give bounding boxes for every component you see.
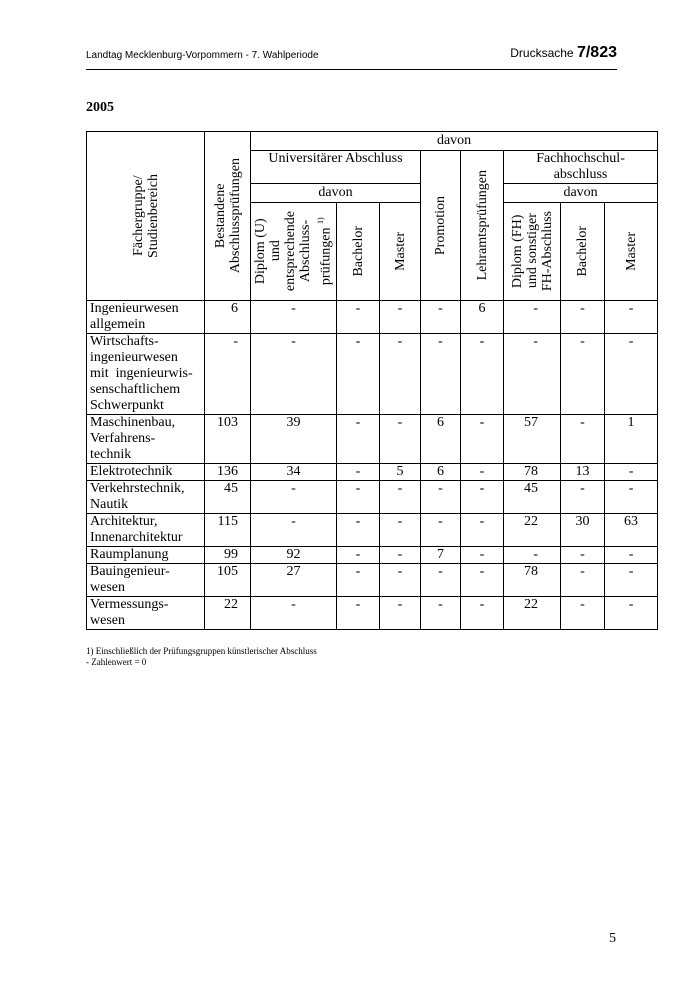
cell-uni-master: - [380,547,421,564]
cell-fh-master: 63 [605,514,658,547]
cell-uni-diplom: 34 [251,464,337,481]
cell-uni-bachelor: - [337,415,380,464]
header-field: Fächergruppe/ Studienbereich [87,132,205,301]
cell-uni-bachelor: - [337,564,380,597]
header-fh-group: Fachhochschul- abschluss [504,151,658,184]
cell-fh-master: - [605,481,658,514]
header-fh-diplom: Diplom (FH) und sonstiger FH-Abschluss [504,203,561,301]
cell-uni-diplom: - [251,597,337,630]
cell-total: 136 [205,464,251,481]
cell-promotion: 7 [421,547,461,564]
table-row [87,415,658,464]
cell-field: Raumplanung [87,547,205,564]
footnote-ref: 1) [316,217,326,225]
cell-uni-diplom: - [251,514,337,547]
cell-lehramt: - [461,334,504,415]
cell-fh-diplom: 45 [504,481,561,514]
page-number: 5 [609,931,616,946]
header-promotion: Promotion [421,151,461,301]
cell-uni-master: - [380,301,421,334]
cell-uni-bachelor: - [337,301,380,334]
cell-fh-master: - [605,334,658,415]
cell-fh-diplom: - [504,334,561,415]
cell-field: Architektur, Innenarchitektur [87,514,205,547]
cell-fh-bachelor: - [561,547,605,564]
header-uni-group: Universitärer Abschluss [251,151,421,184]
cell-fh-master: - [605,301,658,334]
cell-fh-diplom: - [504,547,561,564]
cell-uni-diplom: 39 [251,415,337,464]
cell-fh-diplom: 57 [504,415,561,464]
table-row [87,547,658,564]
header-fh-bachelor: Bachelor [561,203,605,301]
cell-uni-diplom: 27 [251,564,337,597]
cell-field: Maschinenbau, Verfahrens- technik [87,415,205,464]
page-header [86,44,617,70]
table-row [87,481,658,514]
cell-uni-bachelor: - [337,514,380,547]
cell-fh-bachelor: - [561,301,605,334]
cell-lehramt: - [461,564,504,597]
cell-uni-bachelor: - [337,334,380,415]
cell-fh-master: 1 [605,415,658,464]
cell-total: 6 [205,301,251,334]
cell-uni-bachelor: - [337,597,380,630]
cell-lehramt: - [461,464,504,481]
cell-uni-diplom: 92 [251,547,337,564]
cell-fh-diplom: 78 [504,464,561,481]
cell-uni-master: - [380,415,421,464]
table-row [87,597,658,630]
header-fh-master: Master [605,203,658,301]
header-uni-master: Master [380,203,421,301]
table-header [87,132,658,301]
year-heading: 2005 [86,100,114,115]
table-body [87,301,658,630]
cell-fh-diplom: 22 [504,514,561,547]
cell-uni-master: - [380,481,421,514]
cell-uni-diplom: - [251,334,337,415]
table-row [87,564,658,597]
header-lehramt: Lehramtsprüfungen [461,151,504,301]
cell-total: 99 [205,547,251,564]
header-fh-davon: davon [504,184,658,203]
cell-field: Wirtschafts- ingenieurwesen mit ingenieurwis- senschaftlichem Schwerpunkt [87,334,205,415]
cell-lehramt: - [461,597,504,630]
cell-fh-master: - [605,547,658,564]
cell-fh-bachelor: - [561,564,605,597]
cell-total: 115 [205,514,251,547]
header-total: Bestandene Abschlussprüfungen [205,132,251,301]
cell-lehramt: - [461,481,504,514]
cell-field: Ingenieurwesen allgemein [87,301,205,334]
cell-fh-bachelor: - [561,334,605,415]
cell-uni-bachelor: - [337,464,380,481]
cell-field: Elektrotechnik [87,464,205,481]
cell-fh-diplom: - [504,301,561,334]
cell-total: 22 [205,597,251,630]
cell-field: Verkehrstechnik, Nautik [87,481,205,514]
cell-uni-master: - [380,597,421,630]
document-number-label: Drucksache [510,46,574,60]
cell-lehramt: - [461,415,504,464]
cell-fh-diplom: 22 [504,597,561,630]
cell-fh-bachelor: - [561,597,605,630]
table-row [87,514,658,547]
cell-promotion: - [421,481,461,514]
cell-uni-master: - [380,514,421,547]
table-row [87,301,658,334]
table-row [87,464,658,481]
cell-uni-bachelor: - [337,547,380,564]
cell-fh-bachelor: 30 [561,514,605,547]
document-number [510,44,617,62]
cell-fh-master: - [605,564,658,597]
cell-uni-bachelor: - [337,481,380,514]
cell-total: 105 [205,564,251,597]
cell-promotion: - [421,564,461,597]
cell-total: 103 [205,415,251,464]
cell-promotion: - [421,301,461,334]
cell-fh-master: - [605,597,658,630]
cell-uni-master: - [380,564,421,597]
header-uni-davon: davon [251,184,421,203]
cell-fh-bachelor: - [561,481,605,514]
cell-total: - [205,334,251,415]
cell-uni-diplom: - [251,301,337,334]
cell-uni-master: - [380,334,421,415]
cell-field: Bauingenieur- wesen [87,564,205,597]
cell-fh-bachelor: 13 [561,464,605,481]
exam-statistics-table [86,131,658,630]
cell-field: Vermessungs- wesen [87,597,205,630]
cell-uni-master: 5 [380,464,421,481]
header-davon: davon [251,132,658,151]
cell-uni-diplom: - [251,481,337,514]
cell-lehramt: - [461,547,504,564]
cell-lehramt: 6 [461,301,504,334]
parliament-label: Landtag Mecklenburg-Vorpommern - 7. Wahlperiode [86,50,319,61]
cell-promotion: - [421,334,461,415]
cell-fh-master: - [605,464,658,481]
cell-promotion: - [421,514,461,547]
cell-fh-diplom: 78 [504,564,561,597]
cell-promotion: 6 [421,464,461,481]
header-uni-diplom: Diplom (U) und entsprechende Abschluss- prüfungen $^{1)}$ [251,203,337,301]
document-number-value: 7/823 [576,44,617,61]
table-row [87,334,658,415]
footnote-2: - Zahlenwert = 0 [86,657,147,667]
cell-fh-bachelor: - [561,415,605,464]
header-uni-bachelor: Bachelor [337,203,380,301]
footnote-1: 1) Einschließlich der Prüfungsgruppen künstlerischer Abschluss [86,646,317,656]
cell-total: 45 [205,481,251,514]
cell-promotion: 6 [421,415,461,464]
cell-lehramt: - [461,514,504,547]
cell-promotion: - [421,597,461,630]
